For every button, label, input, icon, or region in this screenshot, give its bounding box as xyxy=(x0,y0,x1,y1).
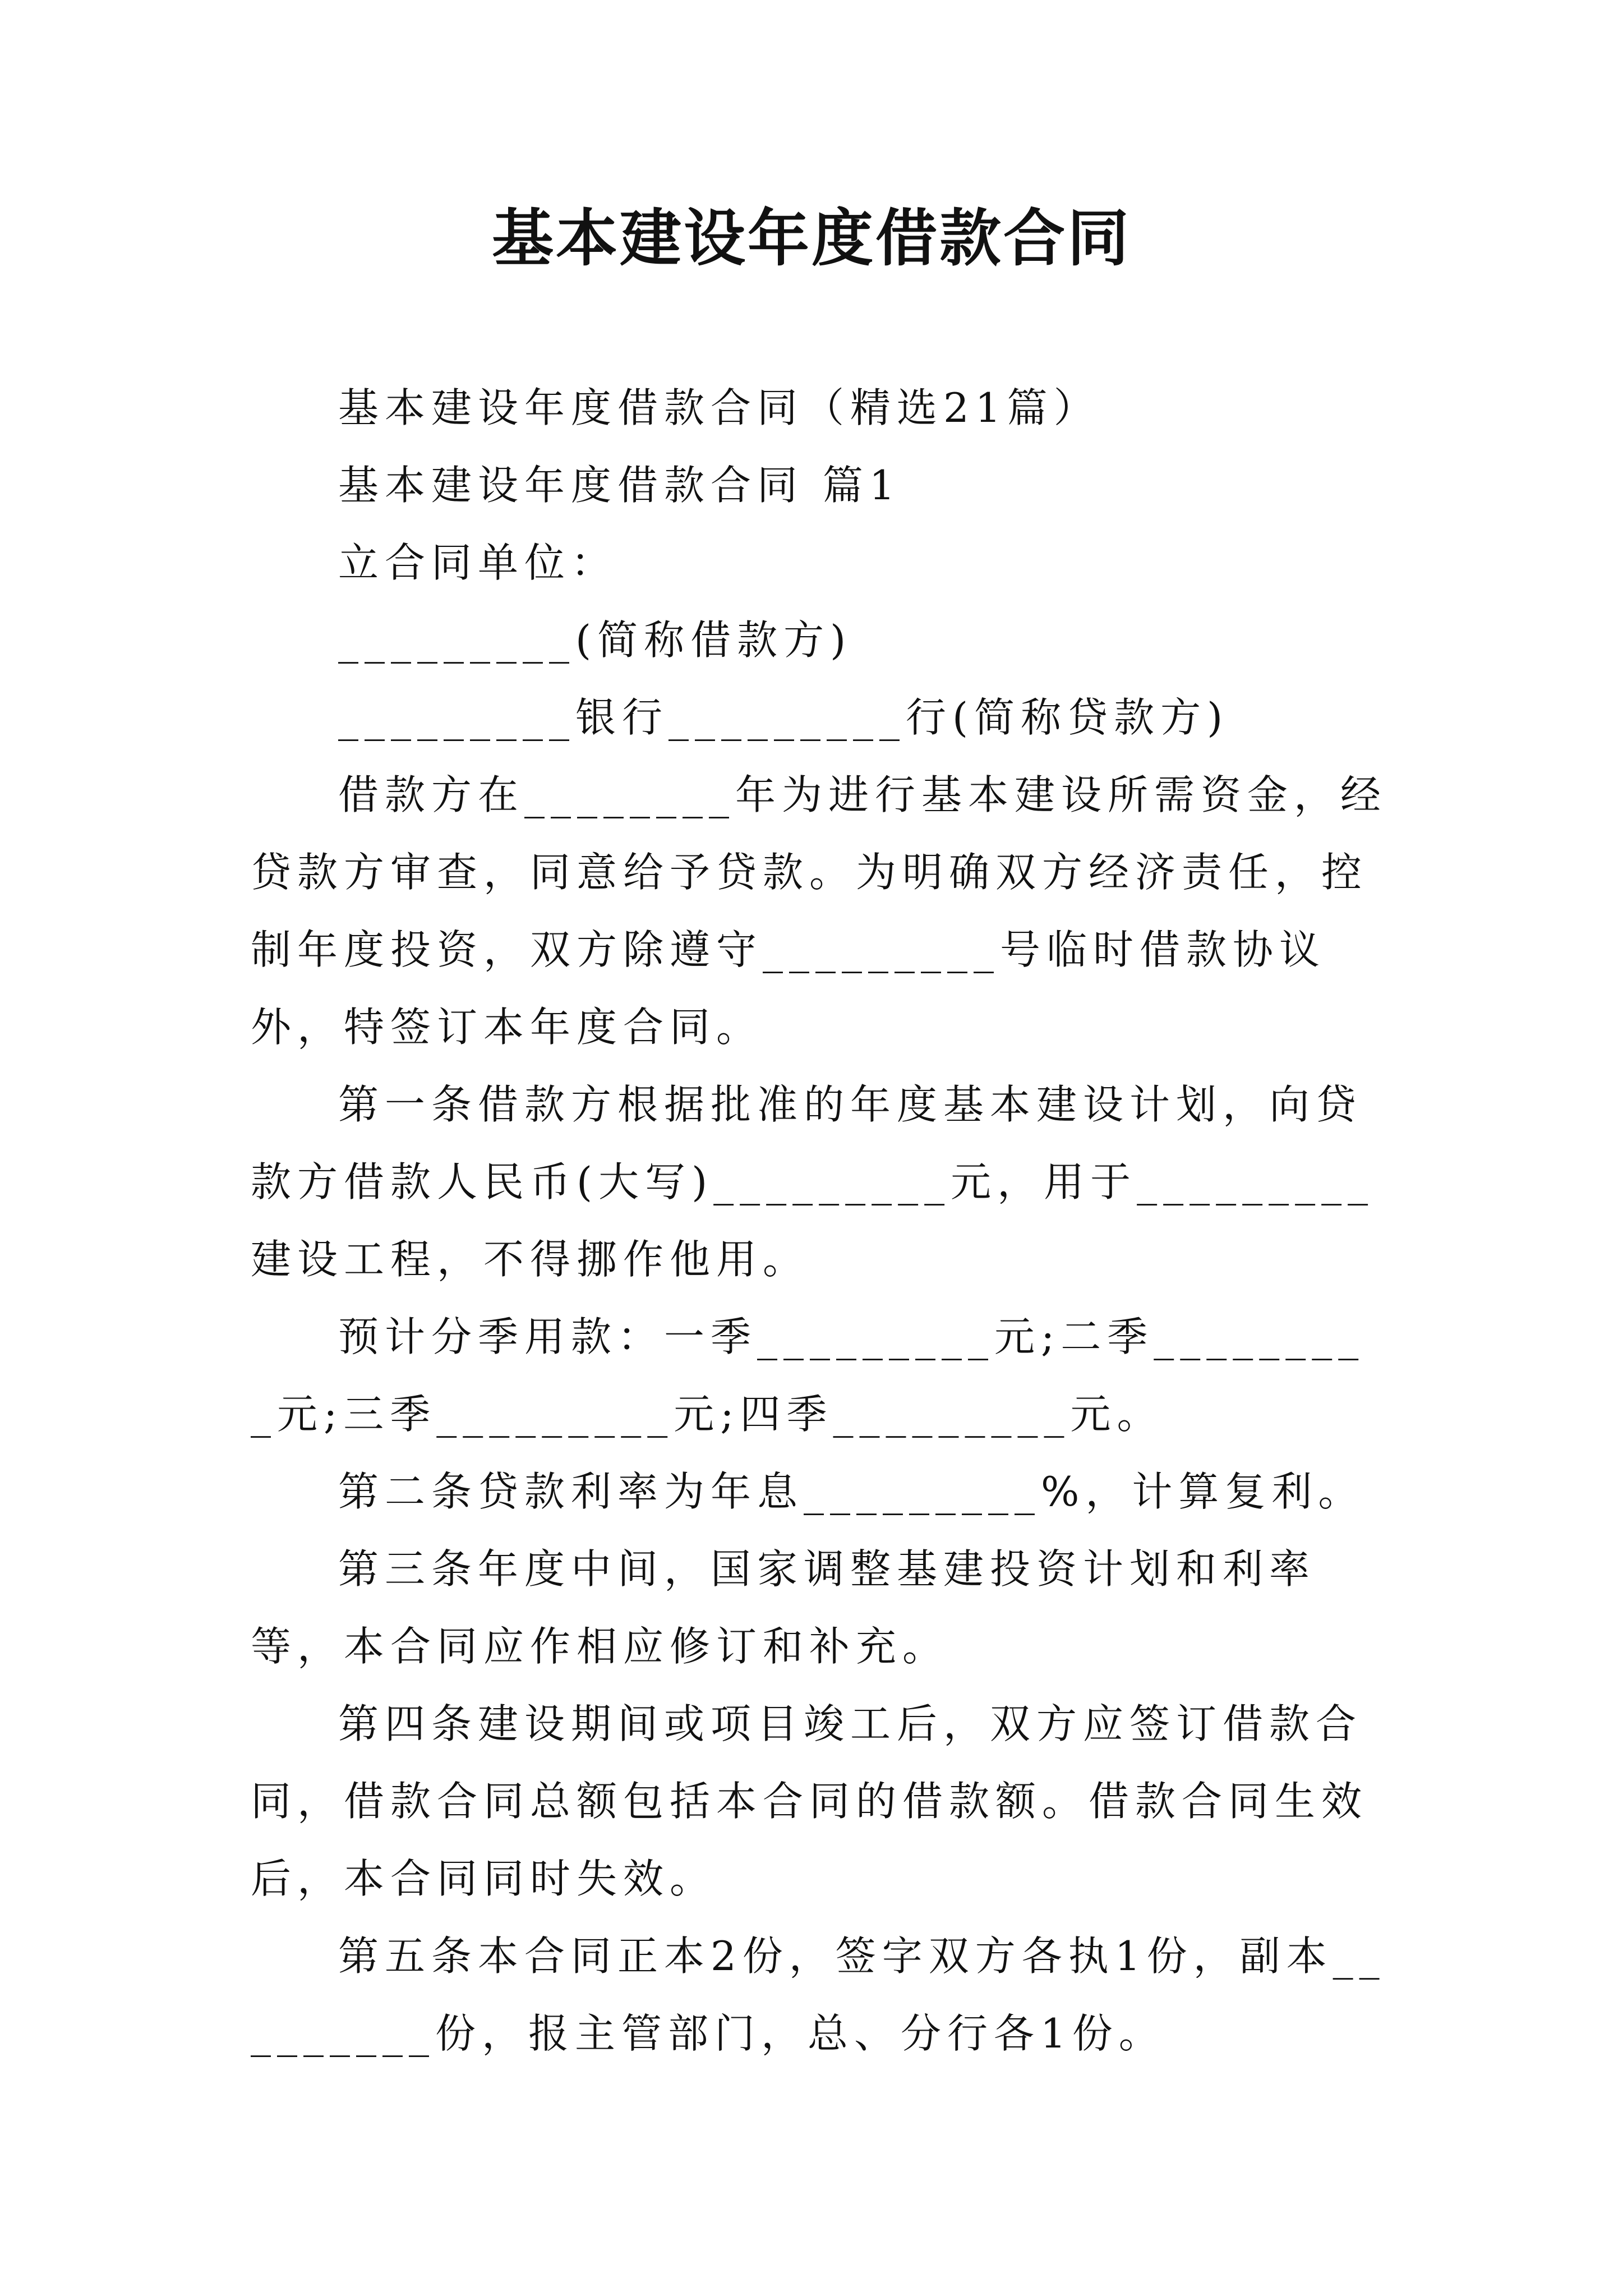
paragraph-article-3: 第三条年度中间，国家调整基建投资计划和利率等，本合同应作相应修订和补充。 xyxy=(251,1545,1316,1670)
paragraph-article-1: 第一条借款方根据批准的年度基本建设计划，向贷款方借款人民币(大写)_________元，用于_________建设工程，不得挪作他用。 xyxy=(251,1081,1375,1283)
paragraph-parties-label: 立合同单位： xyxy=(338,539,618,586)
paragraph-quarterly-usage: 预计分季用款：一季_________元;二季_________元;三季_________元;四季_________元。 xyxy=(251,1313,1365,1438)
paragraph-collection-title: 基本建设年度借款合同（精选21篇） xyxy=(338,384,1100,431)
document-body xyxy=(251,369,1389,2072)
paragraph-article-2: 第二条贷款利率为年息_________%，计算复利。 xyxy=(338,1468,1365,1515)
paragraph-borrower-line: _________(简称借款方) xyxy=(338,616,852,664)
paragraph-article-heading: 基本建设年度借款合同 篇1 xyxy=(338,462,901,509)
document-title: 基本建设年度借款合同 xyxy=(492,202,1131,274)
paragraph-article-4: 第四条建设期间或项目竣工后，双方应签订借款合同，借款合同总额包括本合同的借款额。借款合同生效后，本合同同时失效。 xyxy=(251,1700,1368,1902)
paragraph-lender-line: _________银行_________行(简称贷款方) xyxy=(338,694,1229,741)
paragraph-article-5: 第五条本合同正本2份，签字双方各执1份，副本_________份，报主管部门，总、分行各1份。 xyxy=(251,1932,1386,2057)
paragraph-preamble: 借款方在________年为进行基本建设所需资金，经贷款方审查，同意给予贷款。为明确双方经济责任，控制年度投资，双方除遵守_________号临时借款协议外，特签订本年度合同。 xyxy=(251,771,1387,1051)
